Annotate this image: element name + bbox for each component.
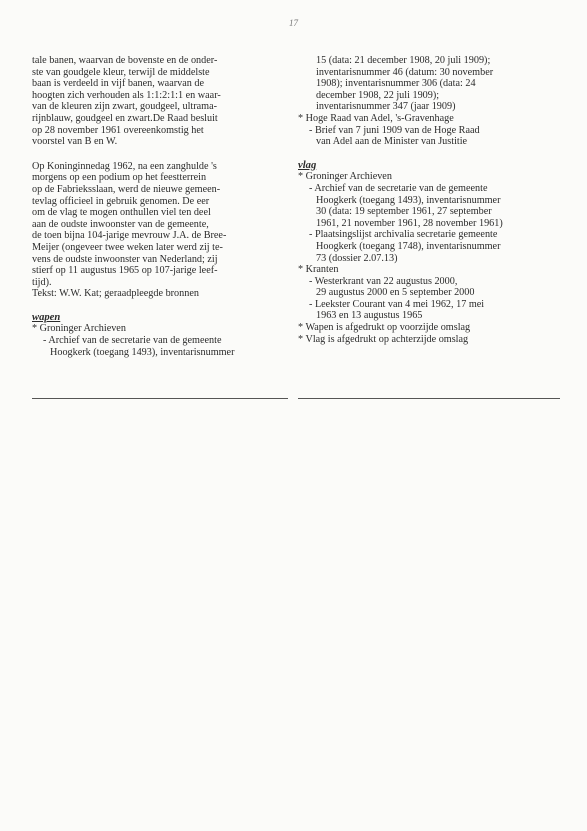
- section-heading-wapen: wapen: [32, 311, 61, 323]
- source-line: - Archief van de secretarie van de gemeente: [43, 335, 222, 347]
- source-line: 29 augustus 2000 en 5 september 2000: [316, 287, 475, 299]
- text-line: morgens op een podium op het feestterrein: [32, 172, 207, 184]
- text-line: op 28 november 1961 overeenkomstig het: [32, 124, 204, 136]
- source-line: 1961, 21 november 1961, 28 november 1961): [316, 217, 503, 229]
- bottom-rule-left: [32, 398, 288, 399]
- wapen-sources-list: [32, 323, 294, 358]
- text-line: tijd).: [32, 276, 52, 288]
- source-bullet: * Vlag is afgedrukt op achterzijde omslag: [298, 333, 469, 345]
- source-line: inventarisnummer 347 (jaar 1909): [316, 101, 456, 113]
- text-line: stierf op 11 augustus 1965 op 107-jarige leef-: [32, 265, 218, 277]
- source-bullet: * Hoge Raad van Adel, 's-Gravenhage: [298, 112, 454, 124]
- left-column: [32, 55, 294, 358]
- text-line: Tekst: W.W. Kat; geraadpleegde bronnen: [32, 288, 199, 300]
- text-line: ste van goudgele kleur, terwijl de middelste: [32, 66, 210, 78]
- vlag-sources-list: [298, 171, 560, 345]
- source-line: 1908); inventarisnummer 306 (data: 24: [316, 78, 476, 90]
- source-bullet: * Groninger Archieven: [298, 171, 392, 183]
- source-line: Hoogkerk (toegang 1493), inventarisnummer: [316, 194, 501, 206]
- source-line: 73 (dossier 2.07.13): [316, 252, 398, 264]
- text-line: Op Koninginnedag 1962, na een zanghulde 's: [32, 160, 217, 172]
- source-line: Hoogkerk (toegang 1748), inventarisnummer: [316, 240, 501, 252]
- text-line: rijnblauw, goudgeel en zwart.De Raad besluit: [32, 112, 218, 124]
- source-line: december 1908, 22 juli 1909);: [316, 89, 440, 101]
- source-line: 15 (data: 21 december 1908, 20 juli 1909);: [316, 55, 491, 66]
- text-line: op de Fabrieksslaan, werd de nieuwe gemeen-: [32, 183, 221, 195]
- text-line: tale banen, waarvan de bovenste en de onder-: [32, 55, 218, 66]
- bottom-rule-right: [298, 398, 560, 399]
- source-bullet: * Kranten: [298, 264, 339, 276]
- text-line: baan is verdeeld in vijf banen, waarvan de: [32, 78, 204, 90]
- source-line: - Plaatsingslijst archivalia secretarie gemeente: [309, 229, 498, 241]
- source-line: Hoogkerk (toegang 1493), inventarisnummer: [50, 346, 235, 358]
- text-line: voorstel van B en W.: [32, 136, 118, 148]
- source-bullet: * Wapen is afgedrukt op voorzijde omslag: [298, 322, 471, 334]
- source-line: van Adel aan de Minister van Justitie: [316, 136, 468, 148]
- source-line: - Leekster Courant van 4 mei 1962, 17 mei: [309, 298, 485, 310]
- right-column: [298, 55, 560, 345]
- source-line: - Archief van de secretarie van de gemeente: [309, 182, 488, 194]
- source-line: 30 (data: 19 september 1961, 27 september: [316, 206, 492, 218]
- source-line: - Westerkrant van 22 augustus 2000,: [309, 275, 458, 287]
- text-line: tevlag officieel in gebruik genomen. De eer: [32, 195, 210, 207]
- source-bullet: * Groninger Archieven: [32, 323, 126, 335]
- text-line: hoogten zich verhouden als 1:1:2:1:1 en waar-: [32, 89, 221, 101]
- text-line: van de kleuren zijn zwart, goudgeel, ultrama-: [32, 101, 217, 113]
- text-line: vens de oudste inwoonster van Nederland; zij: [32, 253, 218, 265]
- text-line: om de vlag te mogen onthullen viel ten deel: [32, 207, 211, 219]
- text-line: Meijer (ongeveer twee weken later werd zij te-: [32, 241, 223, 253]
- page-number: 17: [289, 18, 298, 28]
- wapen-sources-continued: [298, 55, 560, 148]
- source-line: - Brief van 7 juni 1909 van de Hoge Raad: [309, 124, 480, 136]
- paragraph-flag-inauguration: [32, 161, 294, 300]
- section-heading-vlag: vlag: [298, 159, 317, 171]
- text-line: de toen bijna 104-jarige mevrouw J.A. de Bree-: [32, 230, 227, 242]
- source-line: inventarisnummer 46 (datum: 30 november: [316, 66, 494, 78]
- paragraph-flag-description: [32, 55, 294, 148]
- text-line: aan de oudste inwoonster van de gemeente,: [32, 218, 209, 230]
- source-line: 1963 en 13 augustus 1965: [316, 310, 423, 322]
